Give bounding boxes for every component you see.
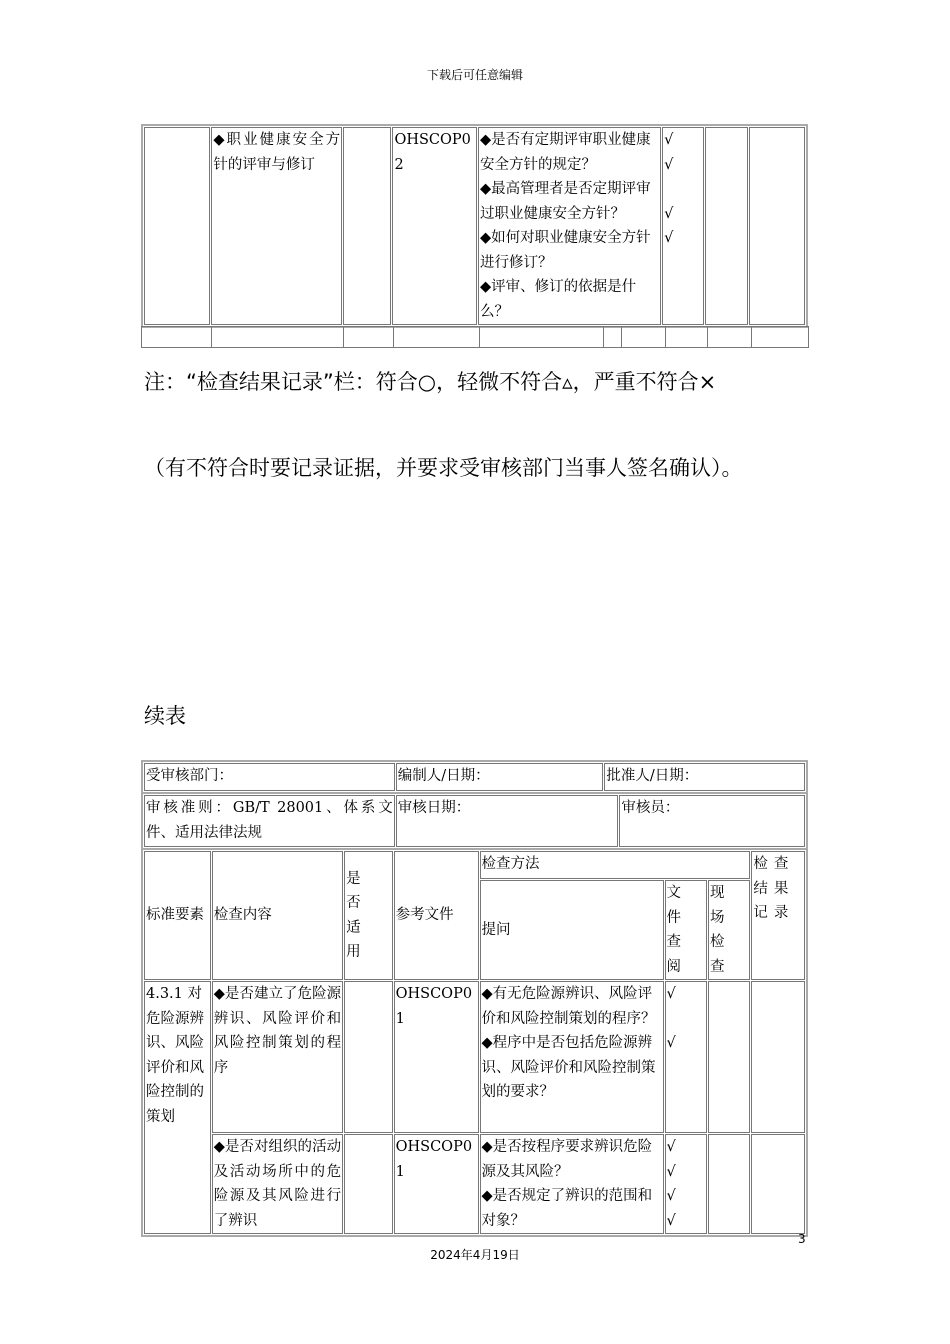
audit-date-cell: 审核日期： [396, 795, 619, 847]
applicable-cell [344, 981, 393, 1133]
table-continued-section [141, 760, 808, 1237]
question-item: ◆是否有定期评审职业健康安全方针的规定？ [479, 132, 651, 173]
result-cell [751, 981, 805, 1133]
check-content-cell: ◆职业健康安全方针的评审与修订 [211, 127, 342, 325]
header-content: 检查内容 [212, 851, 343, 980]
empty-cell [752, 327, 809, 348]
check-content-cell: ◆是否对组织的活动及活动场所中的危险源及其风险进行了辨识 [212, 1134, 343, 1234]
table-row [144, 763, 805, 791]
empty-cell [394, 327, 480, 348]
site-check-cell [708, 1134, 750, 1234]
audit-table-2 [141, 848, 808, 1237]
note-line-2: （有不符合时要记录证据，并要求受审核部门当事人签名确认）。 [144, 456, 743, 480]
audit-table-1 [141, 124, 808, 328]
empty-cell [142, 327, 212, 348]
audit-table-criteria [141, 792, 808, 850]
check-mark [664, 177, 702, 202]
check-mark: √ [666, 1139, 676, 1155]
check-mark: √ [666, 1163, 676, 1180]
doc-review-cell [665, 981, 707, 1133]
empty-cell [666, 327, 708, 348]
approver-cell: 批准人/日期： [604, 763, 805, 791]
site-check-cell [708, 981, 750, 1133]
check-mark: √ [664, 230, 674, 246]
result-cell [751, 1134, 805, 1234]
header-question: 提问 [480, 880, 664, 980]
doc-review-cell [662, 127, 704, 325]
table-row [144, 981, 805, 1133]
empty-cell [480, 327, 604, 348]
question-cell [478, 127, 661, 325]
editor-cell: 编制人/日期： [396, 763, 604, 791]
table-row [144, 1134, 805, 1234]
question-cell [480, 981, 664, 1133]
table-header-row [144, 851, 805, 879]
header-element: 标准要素 [144, 851, 211, 980]
empty-cell [212, 327, 344, 348]
empty-cell [708, 327, 752, 348]
check-mark: √ [664, 156, 674, 173]
check-mark [667, 1007, 705, 1032]
header-reference: 参考文件 [394, 851, 479, 980]
note-line-1: 注：“检查结果记录”栏：符合○，轻微不符合▵，严重不符合× [144, 370, 717, 394]
question-item: ◆有无危险源辨识、风险评价和风险控制策划的程序？ [481, 986, 656, 1027]
empty-cell [344, 327, 394, 348]
check-mark: √ [666, 1188, 676, 1204]
check-mark: √ [664, 132, 674, 148]
site-check-cell [705, 127, 747, 325]
page-header: 下载后可任意编辑 [426, 68, 523, 82]
audit-criteria-cell: 审核准则：GB/T 28001、体系文件、适用法律法规 [144, 795, 395, 847]
check-content-cell: ◆是否建立了危险源辨识、风险评价和风险控制策划的程序 [212, 981, 343, 1133]
audit-table-header-info [141, 760, 808, 794]
question-item: ◆最高管理者是否定期评审过职业健康安全方针？ [479, 181, 651, 222]
applicable-cell [344, 1134, 393, 1234]
question-item: ◆程序中是否包括危险源辨识、风险评价和风险控制策划的要求？ [481, 1035, 656, 1100]
auditor-cell: 审核员： [619, 795, 805, 847]
check-mark: √ [666, 1035, 676, 1051]
question-item: ◆是否规定了辨识的范围和对象？ [481, 1188, 653, 1229]
table-row [144, 795, 805, 847]
table-row [142, 327, 809, 348]
empty-cell [604, 327, 622, 348]
check-mark: √ [664, 205, 674, 222]
question-item: ◆评审、修订的依据是什么？ [479, 279, 637, 320]
header-result-text: 检查结果记录 [753, 856, 795, 921]
element-cell: 4.3.1 对危险源辨识、风险评价和风险控制的策划 [144, 981, 211, 1234]
empty-cell [622, 327, 666, 348]
result-cell [749, 127, 805, 325]
header-method: 检查方法 [480, 851, 751, 879]
reference-cell: OHSCOP02 [392, 127, 477, 325]
footer-date: 2024年4月19日 [430, 1248, 520, 1262]
page-number: 3 [798, 1232, 806, 1246]
audit-table-1-bottom-row [141, 326, 809, 348]
reference-cell: OHSCOP01 [394, 981, 479, 1133]
table-row [144, 127, 805, 325]
element-cell [144, 127, 210, 325]
header-result [751, 851, 805, 980]
continued-label: 续表 [144, 704, 186, 728]
table-top-section [141, 124, 809, 348]
header-applicable: 是否适用 [344, 851, 393, 980]
header-doc-review: 文件查阅 [665, 880, 707, 980]
check-mark: √ [666, 986, 676, 1002]
audited-dept-cell: 受审核部门： [144, 763, 395, 791]
question-item: ◆如何对职业健康安全方针进行修订？ [479, 230, 651, 271]
check-mark: √ [666, 1212, 676, 1229]
doc-review-cell [665, 1134, 707, 1234]
header-site-check: 现场检查 [708, 880, 750, 980]
reference-cell: OHSCOP01 [394, 1134, 479, 1234]
applicable-cell [343, 127, 391, 325]
question-cell [480, 1134, 664, 1234]
question-item: ◆是否按程序要求辨识危险源及其风险？ [481, 1139, 653, 1180]
